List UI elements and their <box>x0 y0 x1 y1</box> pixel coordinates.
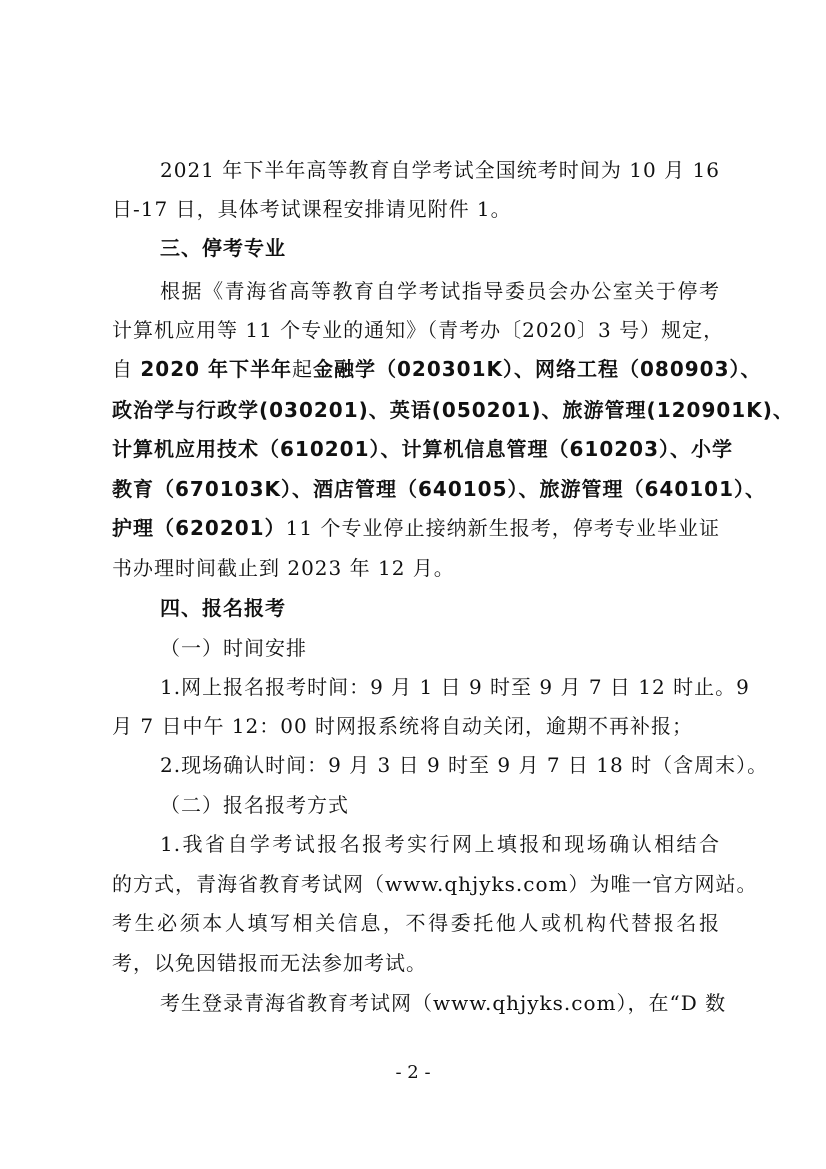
paragraph-login-line1: 考生登录青海省教育考试网（www.qhjyks.com），在“D 数 <box>160 991 727 1015</box>
paragraph-suspended-line8: 书办理时间截止到 2023 年 12 月。 <box>112 556 455 580</box>
heading-registration: 四、报名报考 <box>160 596 286 620</box>
paragraph-suspended-line2: 计算机应用等 11 个专业的通知》（青考办〔2020〕3 号）规定， <box>112 318 725 342</box>
paragraph-exam-time-line2: 日-17 日，具体考试课程安排请见附件 1。 <box>112 197 512 221</box>
paragraph-suspended-line5: 计算机应用技术（610201）、计算机信息管理（610203）、小学 <box>112 437 733 461</box>
subheading-schedule: （一）时间安排 <box>160 636 307 660</box>
text-from-term: 2020 年下半年 <box>140 357 292 381</box>
paragraph-online-line2: 月 7 日中午 12：00 时网报系统将自动关闭，逾期不再补报； <box>112 714 694 738</box>
paragraph-suspended-line6: 教育（670103K）、酒店管理（640105）、旅游管理（640101）、 <box>112 477 766 501</box>
text-nursing-major: 护理（620201） <box>112 516 286 540</box>
paragraph-suspended-line3 <box>112 357 762 381</box>
paragraph-method-line2: 的方式，青海省教育考试网（www.qhjyks.com）为唯一官方网站。 <box>112 872 758 896</box>
text-major-list-start: 金融学（020301K）、网络工程（080903）、 <box>313 357 762 381</box>
paragraph-method-line4: 考，以免因错报而无法参加考试。 <box>112 951 427 975</box>
paragraph-suspended-line7 <box>112 516 720 540</box>
heading-suspended-majors: 三、停考专业 <box>160 236 286 260</box>
paragraph-suspended-line1: 根据《青海省高等教育自学考试指导委员会办公室关于停考 <box>160 279 720 303</box>
subheading-method: （二）报名报考方式 <box>160 793 349 817</box>
page-number: - 2 - <box>395 1062 431 1083</box>
text-since: 起 <box>292 357 313 381</box>
paragraph-onsite-confirm: 2.现场确认时间：9 月 3 日 9 时至 9 月 7 日 18 时（含周末）。 <box>160 753 769 777</box>
paragraph-method-line3: 考生必须本人填写相关信息，不得委托他人或机构代替报名报 <box>112 911 720 935</box>
text-from: 自 <box>112 357 141 381</box>
text-stop-enrollment: 11 个专业停止接纳新生报考，停考专业毕业证 <box>285 516 720 540</box>
paragraph-method-line1: 1.我省自学考试报名报考实行网上填报和现场确认相结合 <box>160 832 720 856</box>
paragraph-exam-time-line1: 2021 年下半年高等教育自学考试全国统考时间为 10 月 16 <box>160 158 720 182</box>
paragraph-online-line1: 1.网上报名报考时间：9 月 1 日 9 时至 9 月 7 日 12 时止。9 <box>160 675 750 699</box>
paragraph-suspended-line4: 政治学与行政学(030201)、英语(050201)、旅游管理(120901K)、 <box>112 398 794 422</box>
